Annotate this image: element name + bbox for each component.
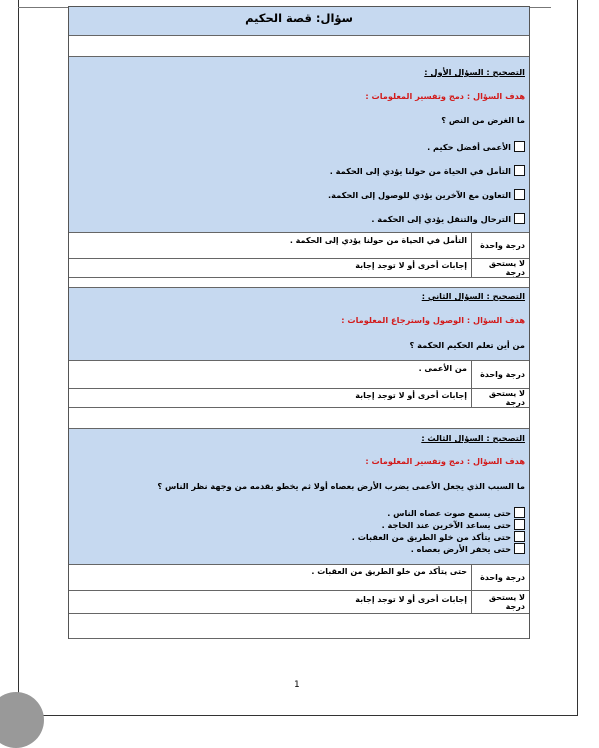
page-number: 1 [294, 680, 300, 690]
spacer-row [69, 278, 529, 288]
q1-grade-label: درجة واحدة [471, 233, 529, 258]
q1-block [69, 57, 529, 233]
q3-nograde-row [69, 591, 529, 614]
q2-question: من أين تعلم الحكيم الحكمة ؟ [409, 340, 525, 350]
q3-grade-row [69, 565, 529, 591]
q2-nograde-label: لا يستحق درجة [471, 389, 529, 407]
q3-option-4[interactable]: حتى يحفر الأرض بعصاه . [411, 543, 525, 554]
q1-option-3[interactable]: التعاون مع الآخرين يؤدي للوصول إلى الحكمة. [328, 189, 525, 200]
q3-grade-answer: حتى يتأكد من خلو الطريق من العقبات . [311, 567, 467, 576]
q1-goal: هدف السؤال : دمج وتفسير المعلومات : [365, 91, 525, 101]
q2-nograde-row [69, 389, 529, 408]
q3-nograde-answer: إجابات أخرى أو لا توجد إجابة [355, 595, 467, 604]
q3-grade-label: درجة واحدة [471, 565, 529, 590]
spacer-row [69, 614, 529, 639]
q1-nograde-row [69, 259, 529, 278]
q1-option-2[interactable]: التأمل في الحياة من حولنا يؤدي إلى الحكمة . [330, 165, 525, 176]
checkbox-icon[interactable] [514, 213, 525, 224]
q3-option-3[interactable]: حتى يتأكد من خلو الطريق من العقبات . [352, 531, 525, 542]
checkbox-icon[interactable] [514, 165, 525, 176]
q3-nograde-label: لا يستحق درجة [471, 591, 529, 613]
q3-block [69, 429, 529, 565]
q2-goal: هدف السؤال : الوصول واسترجاع المعلومات : [341, 315, 525, 325]
q2-grade-row [69, 361, 529, 389]
q2-block [69, 288, 529, 361]
page-title: سؤال: قصة الحكيم [69, 6, 529, 36]
q1-option-1[interactable]: الأعمى أفضل حكيم . [427, 141, 525, 152]
q1-heading: التصحيح : السؤال الأول : [424, 67, 525, 77]
q1-option-4[interactable]: الترحال والتنقل يؤدي إلى الحكمة . [371, 213, 525, 224]
spacer-row [69, 408, 529, 429]
checkbox-icon[interactable] [514, 519, 525, 530]
q2-grade-answer: من الأعمى . [418, 364, 467, 373]
q2-grade-label: درجة واحدة [471, 361, 529, 388]
checkbox-icon[interactable] [514, 531, 525, 542]
q3-heading: التصحيح : السؤال الثالث : [421, 433, 525, 443]
q1-grade-answer: التأمل في الحياة من حولنا يؤدي إلى الحكمة . [289, 236, 467, 245]
spacer-row [69, 36, 529, 57]
answer-key-table [68, 6, 530, 639]
q3-goal: هدف السؤال : دمج وتفسير المعلومات : [365, 456, 525, 466]
q3-option-1[interactable]: حتى يسمع صوت عصاه الناس . [387, 507, 525, 518]
q1-nograde-label: لا يستحق درجة [471, 259, 529, 277]
q3-question: ما السبب الذي يجعل الأعمى يضرب الأرض بعصاه أولا ثم يخطو بقدمه من وجهة نظر الناس ؟ [157, 481, 525, 491]
checkbox-icon[interactable] [514, 543, 525, 554]
q2-heading: التصحيح : السؤال الثاني : [421, 291, 525, 301]
q1-nograde-answer: إجابات أخرى أو لا توجد إجابة [355, 261, 467, 270]
q1-grade-row [69, 233, 529, 259]
checkbox-icon[interactable] [514, 189, 525, 200]
checkbox-icon[interactable] [514, 141, 525, 152]
q2-nograde-answer: إجابات أخرى أو لا توجد إجابة [355, 391, 467, 400]
q3-option-2[interactable]: حتى يساعد الآخرين عند الحاجة . [382, 519, 525, 530]
checkbox-icon[interactable] [514, 507, 525, 518]
q1-question: ما الغرض من النص ؟ [441, 115, 525, 125]
